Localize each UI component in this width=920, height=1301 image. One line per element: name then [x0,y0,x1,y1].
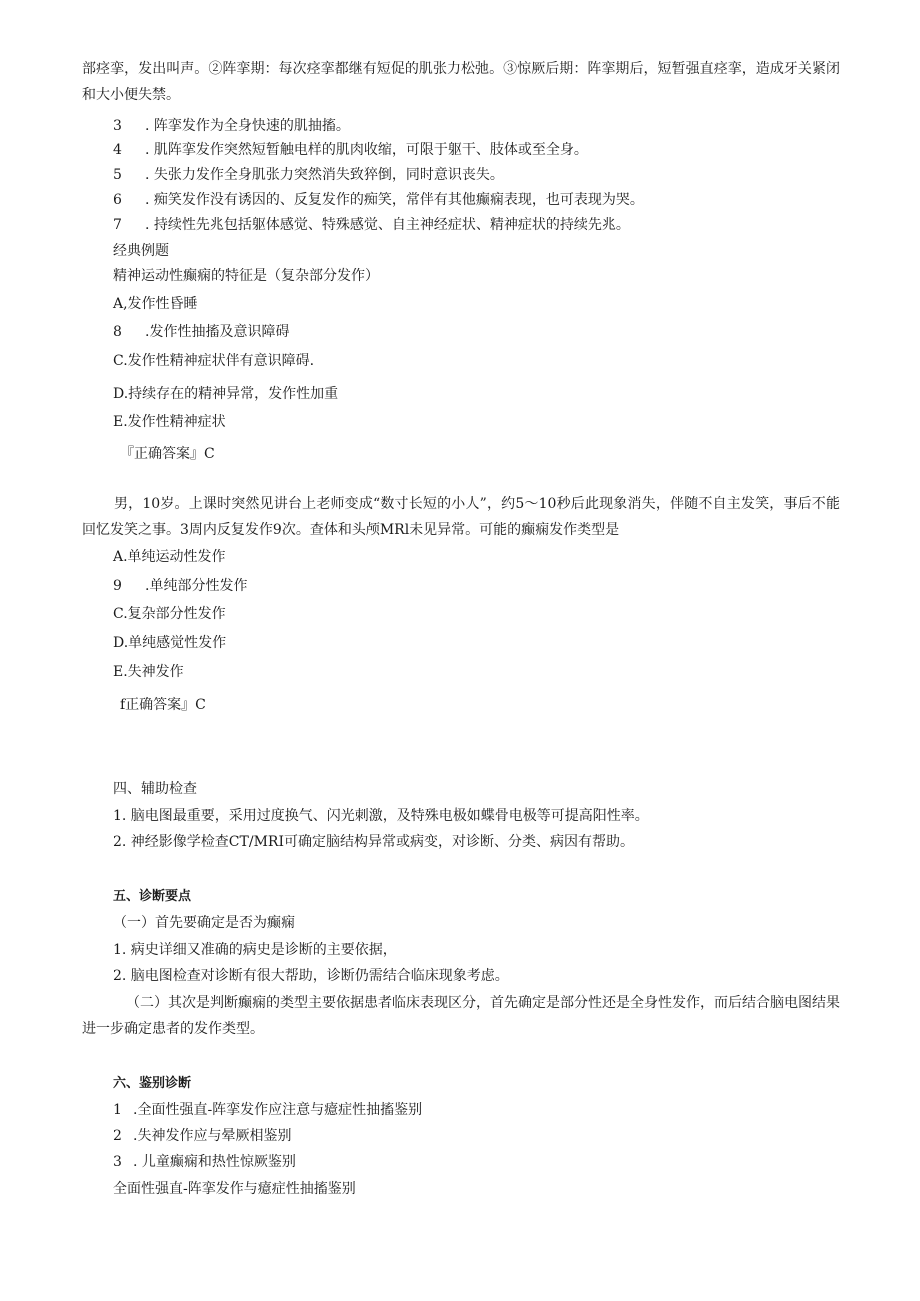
section-6-title: 六、鉴别诊断 [113,1076,192,1091]
section-5-sub1: （一）首先要确定是否为癫痫 [113,915,295,931]
q1-option-b: 8 .发作性抽搐及意识障碍 [113,324,290,340]
q2-option-c: C.复杂部分性发作 [113,606,226,622]
q1-option-e: E.发作性精神症状 [113,414,226,430]
q2-option-b: 9 .单纯部分性发作 [113,578,248,594]
q1-option-a: A,发作性昏睡 [113,296,198,312]
q2-answer: f正确答案』C [120,697,206,713]
q2-option-a: A.单纯运动性发作 [113,549,226,565]
q1-option-c: C.发作性精神症状伴有意识障碍. [113,353,315,369]
list-item: 5 . 失张力发作全身肌张力突然消失致猝倒，同时意识丧失。 [113,167,504,183]
example-heading: 经典例题 [113,243,169,259]
section-6-subheading: 全面性强直-阵挛发作与癔症性抽搐鉴别 [113,1181,356,1197]
section-4-title: 四、辅助检查 [113,781,197,797]
section-4-item: 2. 神经影像学检查CT/MRI可确定脑结构异常或病变，对诊断、分类、病因有帮助。 [113,834,634,850]
section-5-item: 1. 病史详细又准确的病史是诊断的主要依据， [113,942,397,958]
list-item: 4 . 肌阵挛发作突然短暂触电样的肌肉收缩，可限于躯干、肢体或至全身。 [113,142,588,158]
q1-answer: 『正确答案』C [120,446,215,462]
section-5-sub2: （二）其次是判断癫痫的类型主要依据患者临床表现区分，首先确定是部分性还是全身性发作，而后结合脑电图结果进一步确定患者的发作类型。 [82,995,840,1037]
section-4-item: 1. 脑电图最重要，采用过度换气、闪光刺激，及特殊电极如蝶骨电极等可提高阳性率。 [113,808,649,824]
section-6-item: 2 .失神发作应与晕厥相鉴别 [113,1128,292,1144]
q1-option-d: D.持续存在的精神异常，发作性加重 [113,386,339,402]
q2-option-e: E.失神发作 [113,664,184,680]
list-item: 6 . 痴笑发作没有诱因的、反复发作的痴笑，常伴有其他癫痫表现，也可表现为哭。 [113,192,644,208]
section-5-item: 2. 脑电图检查对诊断有很大帮助，诊断仍需结合临床现象考虑。 [113,968,509,984]
list-item: 3 . 阵挛发作为全身快速的肌抽搐。 [113,118,350,134]
section-6-item: 3 . 儿童癫痫和热性惊厥鉴别 [113,1154,296,1170]
question-1-text: 精神运动性癫痫的特征是（复杂部分发作） [113,268,379,284]
section-6-item: 1 .全面性强直-阵挛发作应注意与癔症性抽搐鉴别 [113,1102,423,1118]
intro-paragraph: 部痉挛，发出叫声。②阵挛期：每次痉挛都继有短促的肌张力松弛。③惊厥后期：阵挛期后，短暂强直痉挛，造成牙关紧闭和大小便失禁。 [82,61,840,103]
section-5-title: 五、诊断要点 [113,889,192,904]
q2-option-d: D.单纯感觉性发作 [113,635,227,651]
question-2-text: 男，10岁。上课时突然见讲台上老师变成“数寸长短的小人”，约5～10秒后此现象消失，伴随不自主发笑，事后不能回忆发笑之事。3周内反复发作9次。查体和头颅MRl未见异常。可能的癫痫发作类型是 [82,496,840,538]
list-item: 7 . 持续性先兆包括躯体感觉、特殊感觉、自主神经症状、精神症状的持续先兆。 [113,217,630,233]
